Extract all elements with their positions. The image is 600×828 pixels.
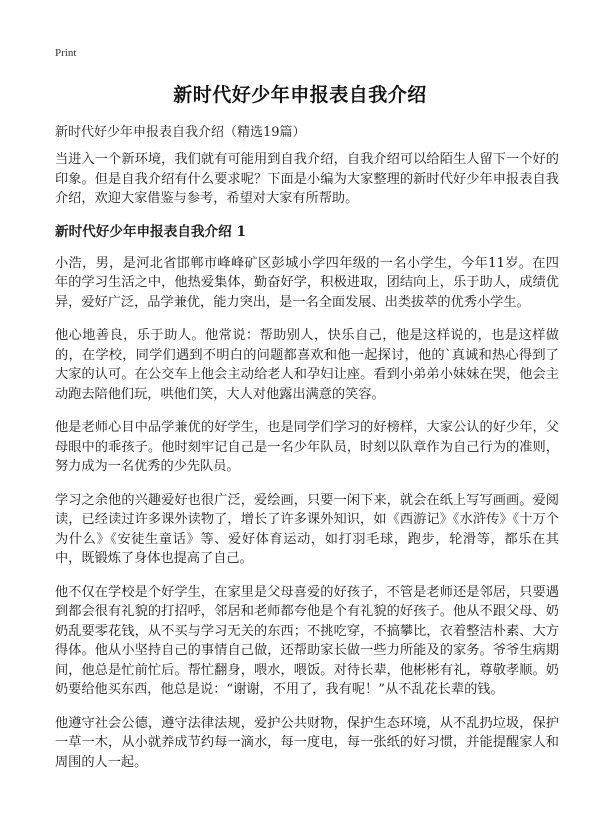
body-paragraph: 他是老师心目中品学兼优的好学生，也是同学们学习的好榜样，大家公认的好少年，父母眼中的乖孩子。他时刻牢记自己是一名少年队员，时刻以队章作为自己行为的准则，努力成为一名优秀的少先队员。 [55,420,559,474]
print-link[interactable]: Print [55,47,77,59]
body-paragraph: 他遵守社会公德，遵守法律法规，爱护公共财物，保护生态环境，从不乱扔垃圾，保护一草一木，从小就养成节约每一滴水，每一度电，每一张纸的好习惯，并能提醒家人和周围的人一起。 [55,715,559,770]
document-body [55,150,559,786]
body-paragraph: 他不仅在学校是个好学生，在家里是父母喜爱的好孩子，不管是老师还是邻居，只要遇到都会很有礼貌的打招呼，邻居和老师都夸他是个有礼貌的好孩子。他从不跟父母、奶奶乱要零花钱，从不买与学习无关的东西；不挑吃穿，不搞攀比，衣着整洁朴素、大方得体。他从小坚持自己的事情自己做，还帮助家长做一些力所能及的家务。爷爷生病期间，他总是忙前忙后。帮忙翻身，喂水，喂饭。对待长辈，他彬彬有礼，尊敬孝顺。奶奶要给他买东西，他总是说：“谢谢，不用了，我有呢！”从不乱花长辈的钱。 [55,584,559,697]
body-paragraph: 他心地善良，乐于助人。他常说：帮助别人，快乐自己，他是这样说的，也是这样做的，在学校，同学们遇到不明白的问题都喜欢和他一起探讨，他的`真诚和热心得到了大家的认可。在公交车上他会主动给老人和孕妇让座。看到小弟弟小妹妹在哭，他会主动跑去陪他们玩，哄他们笑，大人对他露出满意的笑容。 [55,328,559,402]
intro-paragraph: 当进入一个新环境，我们就有可能用到自我介绍，自我介绍可以给陌生人留下一个好的印象。但是自我介绍有什么要求呢？下面是小编为大家整理的新时代好少年申报表自我介绍，欢迎大家借鉴与参考，希望对大家有所帮助。 [55,152,559,206]
document-subtitle: 新时代好少年申报表自我介绍（精选19篇） [55,125,306,140]
body-paragraph: 小浩，男，是河北省邯郸市峰峰矿区彭城小学四年级的一名小学生，今年11岁。在四年的学习生活之中，他热爱集体，勤奋好学，积极进取，团结向上，乐于助人，成绩优异，爱好广泛，品学兼优，能力突出，是一名全面发展、出类拔萃的优秀小学生。 [55,255,559,310]
section-heading: 新时代好少年申报表自我介绍 1 [55,223,246,240]
page-title: 新时代好少年申报表自我介绍 [173,84,427,106]
body-paragraph: 学习之余他的兴趣爱好也很广泛，爱绘画，只要一闲下来，就会在纸上写写画画。爱阅读，已经读过许多课外读物了，增长了许多课外知识，如《西游记》《水浒传》《十万个为什么》《安徒生童话》等、爱好体育运动，如打羽毛球，跑步，轮滑等，都乐在其中，既锻炼了身体也提高了自己。 [55,492,559,566]
